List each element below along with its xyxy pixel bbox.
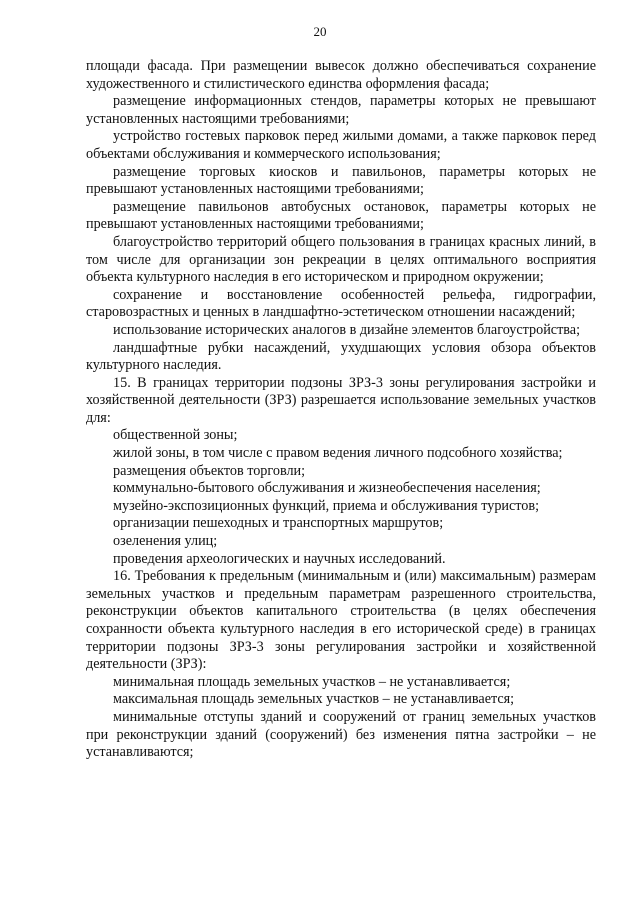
document-body bbox=[86, 58, 596, 762]
paragraph-section-16: 16. Требования к предельным (минимальным и (или) максимальным) размерам земельных участков и предельным параметрам разрешенного строительства, реконструкции объектов капитального строительства (в целях обеспечения сохранности объекта культурного наследия в его исторической среде) в границах территории подзоны ЗРЗ-3 зоны регулирования застройки и хозяйственной деятельности (ЗРЗ): bbox=[86, 568, 596, 673]
paragraph-kiosks: размещение торговых киосков и павильонов, параметры которых не превышают установленных настоящими требованиями; bbox=[86, 163, 596, 198]
paragraph-museum-functions: музейно-экспозиционных функций, приема и обслуживания туристов; bbox=[113, 497, 540, 514]
paragraph-trade-objects: размещения объектов торговли; bbox=[113, 462, 306, 479]
paragraph-relief-preservation: сохранение и восстановление особенностей рельефа, гидрографии, старовозрастных и ценных в ландшафтно-эстетическом отношении насаждений; bbox=[86, 286, 596, 321]
paragraph-public-areas: благоустройство территорий общего пользования в границах красных линий, в том числе для организации зон рекреации в целях оптимального восприятия объекта культурного наследия в его историческом и природном окружении; bbox=[86, 233, 596, 286]
paragraph-historic-analogs: использование исторических аналогов в дизайне элементов благоустройства; bbox=[113, 321, 581, 338]
paragraph-routes: организации пешеходных и транспортных маршрутов; bbox=[113, 515, 444, 532]
paragraph-min-setbacks: минимальные отступы зданий и сооружений от границ земельных участков при реконструкции зданий (сооружений) без изменения пятна застройки – не устанавливаются; bbox=[86, 708, 596, 761]
paragraph-residential-zone: жилой зоны, в том числе с правом ведения личного подсобного хозяйства; bbox=[113, 445, 563, 462]
paragraph-max-area: максимальная площадь земельных участков – не устанавливается; bbox=[113, 691, 515, 708]
paragraph-info-stands: размещение информационных стендов, параметры которых не превышают установленных настоящими требованиями; bbox=[86, 93, 596, 127]
paragraph-street-greening: озеленения улиц; bbox=[113, 533, 218, 550]
paragraph-facade-signs: площади фасада. При размещении вывесок должно обеспечиваться сохранение художественного и стилистического единства оформления фасада; bbox=[86, 58, 596, 92]
paragraph-utility-services: коммунально-бытового обслуживания и жизнеобеспечения населения; bbox=[113, 480, 541, 497]
paragraph-research: проведения археологических и научных исследований. bbox=[113, 550, 446, 567]
page-number: 20 bbox=[313, 24, 327, 39]
paragraph-min-area: минимальная площадь земельных участков – не устанавливается; bbox=[113, 673, 511, 690]
paragraph-landscape-felling: ландшафтные рубки насаждений, ухудшающих условия обзора объектов культурного наследия. bbox=[86, 339, 596, 374]
paragraph-public-zone: общественной зоны; bbox=[113, 427, 238, 444]
paragraph-guest-parking: устройство гостевых парковок перед жилыми домами, а также парковок перед объектами обслуживания и коммерческого использования; bbox=[86, 128, 596, 162]
paragraph-bus-stops: размещение павильонов автобусных остановок, параметры которых не превышают установленных настоящими требованиями; bbox=[86, 198, 596, 233]
paragraph-section-15: 15. В границах территории подзоны ЗРЗ-3 зоны регулирования застройки и хозяйственной деятельности (ЗРЗ) разрешается использование земельных участков для: bbox=[86, 374, 596, 426]
